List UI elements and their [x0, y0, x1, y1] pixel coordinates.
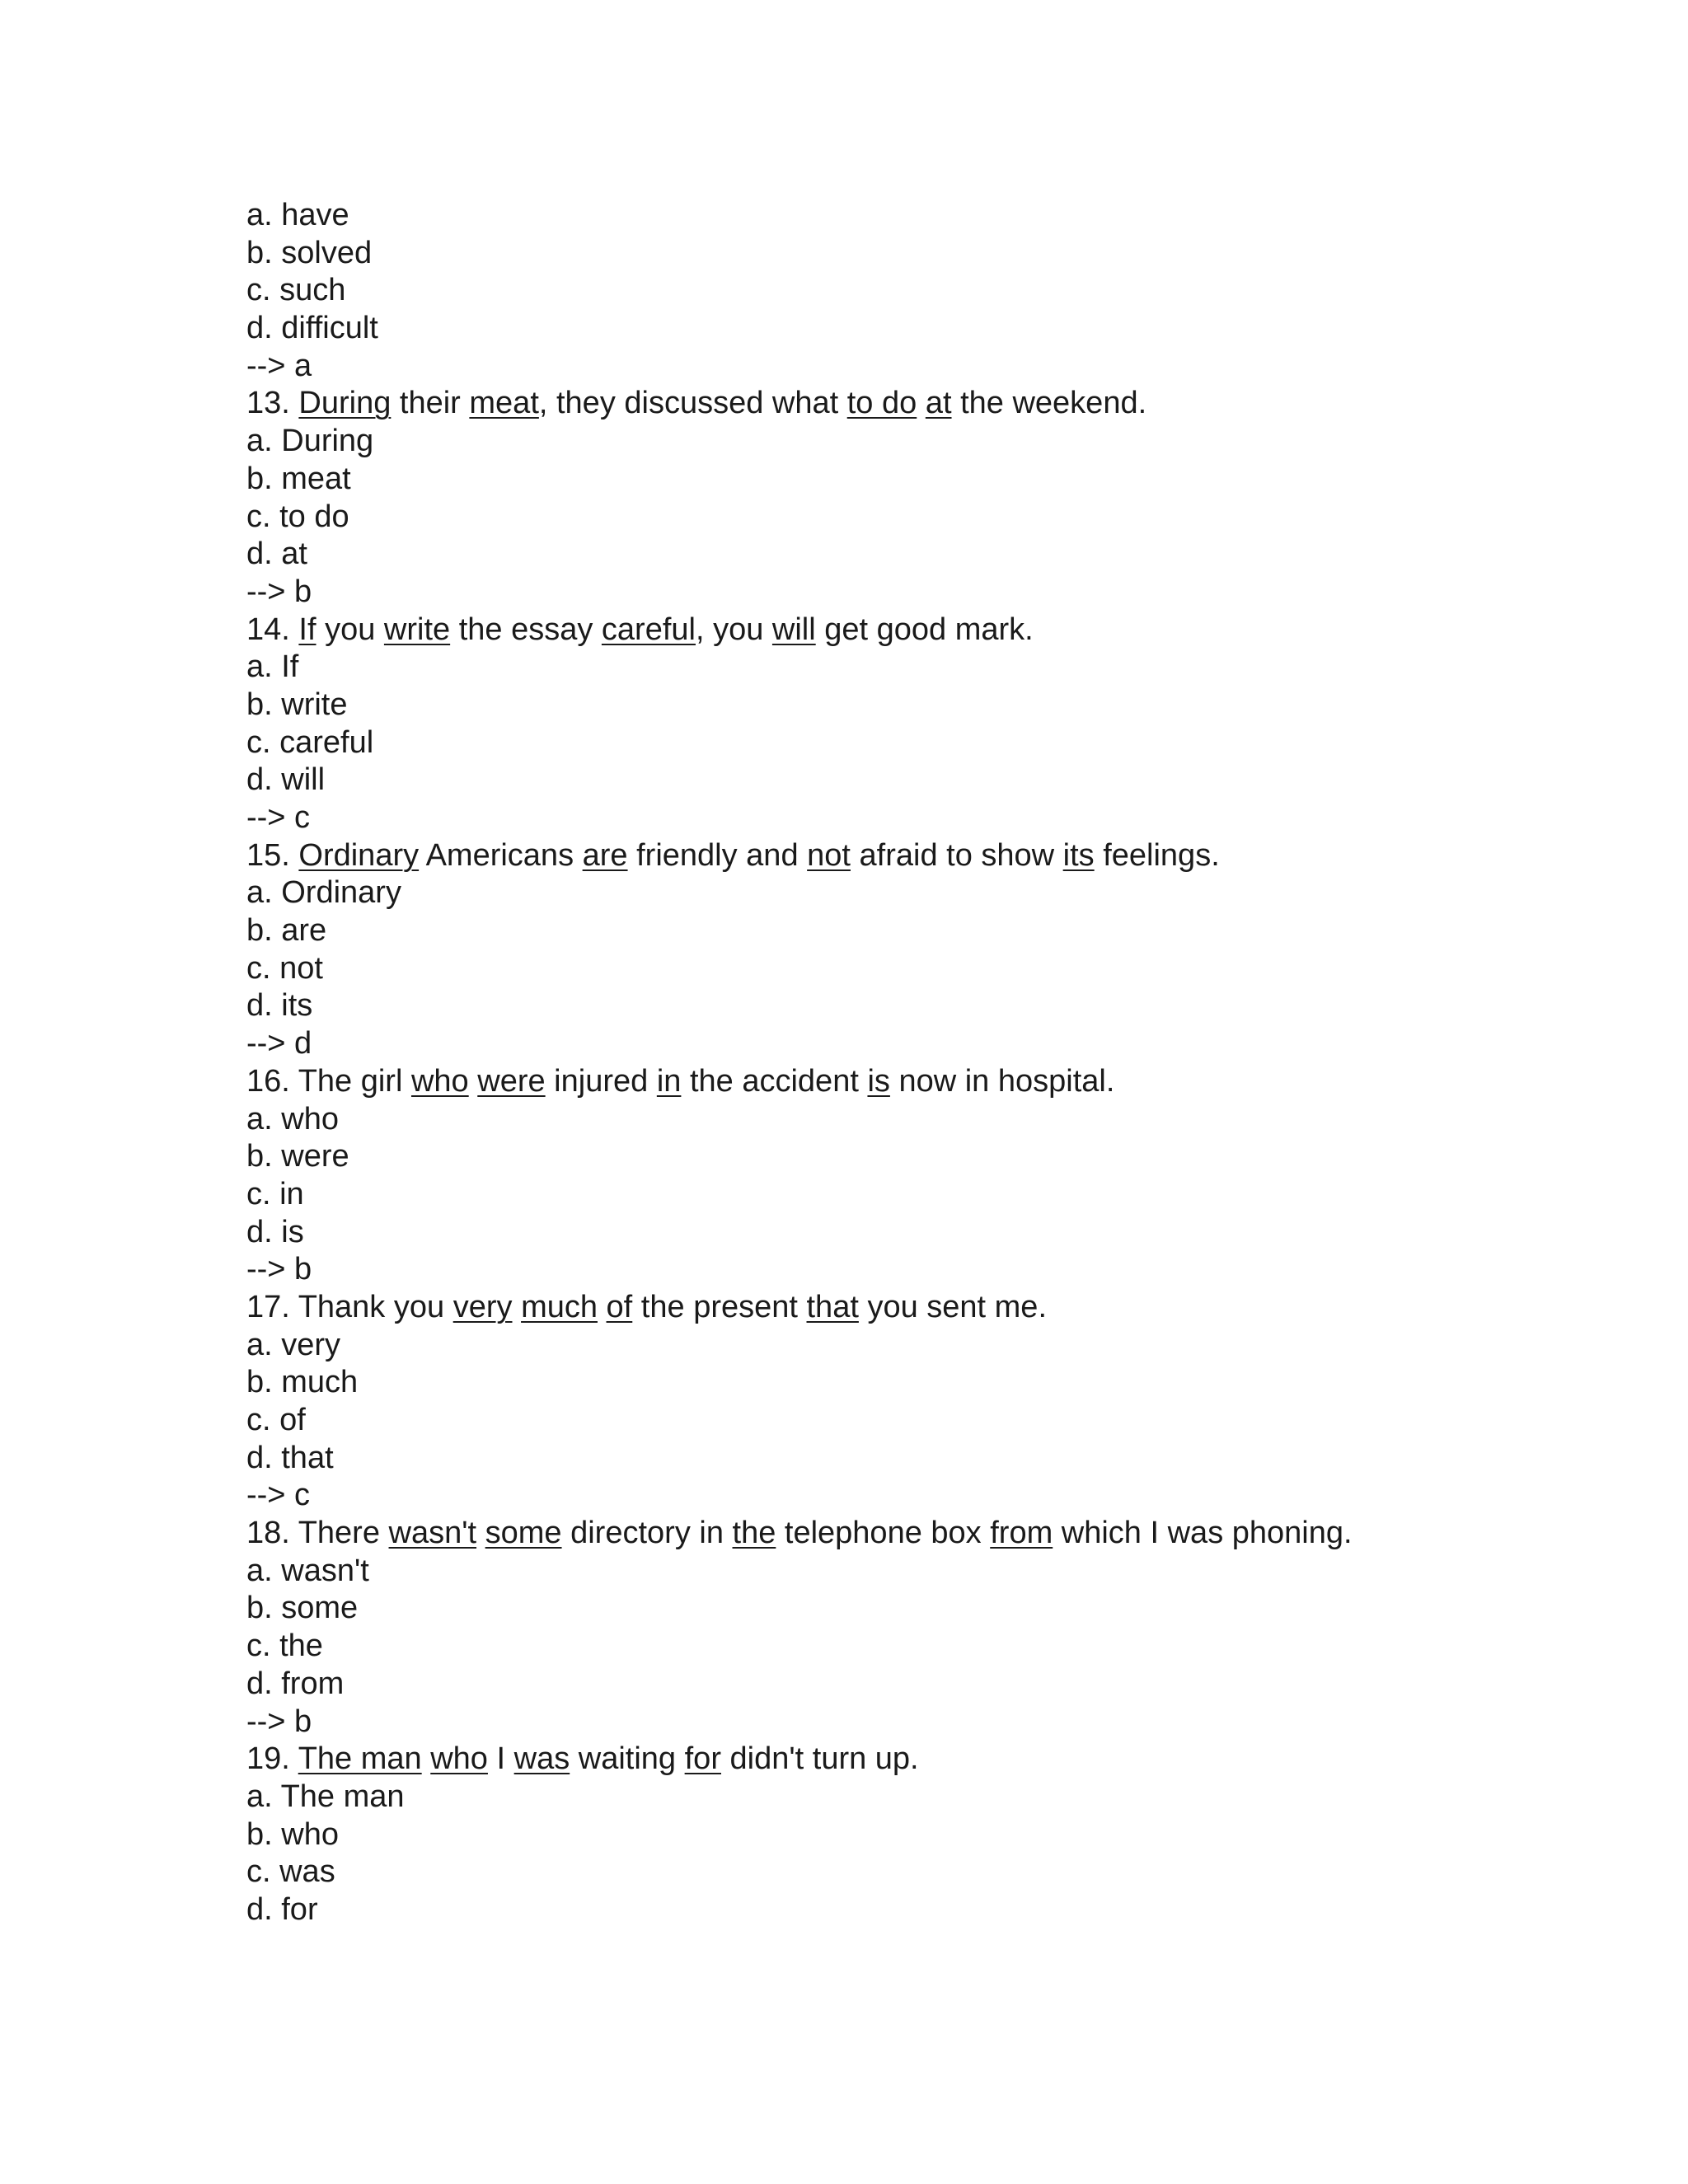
text-line: [246, 724, 1648, 762]
text-line: [246, 310, 1648, 348]
text-line: [246, 1741, 1648, 1779]
text-run: [476, 1516, 485, 1550]
text-run: now in hospital.: [889, 1063, 1115, 1099]
text-line: [246, 612, 1648, 649]
text-run: get good mark.: [815, 612, 1034, 647]
text-run: b. who: [246, 1816, 339, 1852]
underlined-word: will: [771, 612, 816, 647]
text-run: b. much: [246, 1365, 359, 1400]
underlined-word: who: [410, 1063, 469, 1099]
text-line: [246, 348, 1648, 386]
text-line: [246, 1553, 1648, 1591]
text-line: [246, 874, 1648, 912]
text-line: [246, 950, 1648, 988]
text-run: the accident: [681, 1063, 868, 1099]
text-line: [246, 1327, 1648, 1365]
text-line: [246, 574, 1648, 612]
underlined-word: in: [656, 1063, 682, 1099]
text-line: [246, 1364, 1648, 1402]
text-line: [246, 1704, 1648, 1741]
text-run: 16. The girl: [246, 1063, 411, 1099]
text-run: c. of: [246, 1403, 306, 1437]
text-line: [246, 423, 1648, 461]
text-run: a. wasn't: [246, 1553, 369, 1588]
text-line: [246, 1628, 1648, 1666]
text-run: d. will: [246, 762, 326, 798]
text-line: [246, 1402, 1648, 1440]
underlined-word: of: [606, 1289, 633, 1324]
underlined-word: who: [430, 1741, 488, 1777]
text-line: [246, 762, 1648, 799]
text-line: [246, 1214, 1648, 1252]
text-line: [246, 1101, 1648, 1139]
underlined-word: meat: [469, 386, 539, 421]
text-run: c. was: [246, 1854, 335, 1890]
text-run: the present: [632, 1289, 807, 1324]
text-run: [598, 1290, 607, 1324]
underlined-word: are: [582, 837, 628, 873]
underlined-word: that: [806, 1289, 859, 1324]
text-run: c. such: [246, 273, 346, 308]
text-line: [246, 1816, 1648, 1854]
text-run: you: [316, 612, 384, 647]
text-run: c. careful: [246, 724, 374, 760]
underlined-word: is: [867, 1063, 890, 1099]
text-line: [246, 1025, 1648, 1063]
text-line: [246, 1891, 1648, 1929]
underlined-word: not: [807, 837, 851, 873]
text-run: --> b: [246, 1704, 312, 1739]
text-run: a. If: [246, 649, 299, 685]
text-run: afraid to show: [850, 837, 1063, 873]
text-run: --> a: [246, 348, 312, 383]
text-line: [246, 1779, 1648, 1816]
text-line: [246, 385, 1648, 423]
text-run: c. in: [246, 1176, 304, 1212]
underlined-word: wasn't: [388, 1516, 477, 1551]
text-run: --> b: [246, 574, 312, 609]
text-run: injured: [545, 1063, 657, 1099]
text-line: [246, 1666, 1648, 1704]
text-run: a. have: [246, 198, 349, 232]
text-line: [246, 461, 1648, 499]
underlined-word: at: [925, 386, 952, 421]
text-run: c. to do: [246, 499, 349, 534]
text-run: d. from: [246, 1666, 345, 1701]
underlined-word: for: [684, 1741, 721, 1777]
text-line: [246, 499, 1648, 537]
text-run: waiting: [570, 1741, 685, 1777]
text-run: which I was phoning.: [1053, 1516, 1353, 1551]
underlined-word: was: [513, 1741, 570, 1777]
text-run: b. are: [246, 913, 327, 949]
text-run: 17. Thank you: [246, 1289, 453, 1324]
underlined-word: write: [383, 612, 451, 647]
underlined-word: During: [298, 386, 392, 421]
text-run: d. for: [246, 1891, 318, 1927]
underlined-word: from: [990, 1516, 1053, 1551]
text-line: [246, 1854, 1648, 1891]
text-run: 13.: [246, 386, 299, 421]
text-run: d. at: [246, 537, 307, 572]
text-run: a. Ordinary: [246, 875, 401, 911]
text-run: , they discussed what: [538, 386, 847, 421]
text-line: [246, 1590, 1648, 1628]
text-line: [246, 197, 1648, 235]
text-run: [469, 1064, 478, 1099]
text-run: telephone box: [776, 1516, 991, 1551]
text-run: c. the: [246, 1629, 323, 1664]
text-run: 18. There: [246, 1516, 389, 1551]
text-line: [246, 912, 1648, 950]
text-run: --> b: [246, 1252, 312, 1287]
text-run: b. write: [246, 687, 348, 722]
text-run: --> c: [246, 1478, 311, 1513]
underlined-word: The man: [298, 1741, 422, 1777]
text-run: I: [487, 1741, 514, 1777]
text-run: 15.: [246, 837, 299, 873]
text-line: [246, 1176, 1648, 1214]
text-run: their: [391, 386, 470, 421]
text-run: b. some: [246, 1591, 359, 1626]
text-run: [917, 386, 926, 420]
text-run: the weekend.: [951, 386, 1147, 421]
underlined-word: careful: [601, 612, 696, 647]
text-line: [246, 837, 1648, 875]
text-run: 19.: [246, 1741, 298, 1777]
text-run: feelings.: [1094, 837, 1220, 873]
underlined-word: much: [521, 1289, 598, 1324]
text-run: a. who: [246, 1101, 339, 1137]
text-run: , you: [695, 612, 772, 647]
text-run: d. difficult: [246, 311, 378, 346]
text-line: [246, 536, 1648, 574]
text-run: --> d: [246, 1026, 312, 1062]
text-line: [246, 687, 1648, 724]
underlined-word: the: [732, 1516, 776, 1551]
text-line: [246, 987, 1648, 1025]
text-run: b. meat: [246, 461, 351, 496]
text-run: d. is: [246, 1214, 304, 1249]
text-run: [513, 1290, 522, 1324]
text-run: b. solved: [246, 235, 373, 270]
text-line: [246, 649, 1648, 687]
text-run: [422, 1741, 431, 1776]
text-run: a. During: [246, 424, 374, 459]
text-line: [246, 1515, 1648, 1553]
text-line: [246, 235, 1648, 273]
text-run: friendly and: [627, 837, 808, 873]
text-run: d. its: [246, 988, 313, 1024]
text-run: a. very: [246, 1327, 341, 1362]
text-run: --> c: [246, 800, 311, 835]
text-run: b. were: [246, 1139, 349, 1174]
text-line: [246, 1289, 1648, 1327]
underlined-word: very: [452, 1289, 513, 1324]
text-run: didn't turn up.: [720, 1741, 919, 1777]
text-run: you sent me.: [858, 1289, 1048, 1324]
document-body: [246, 197, 1648, 1929]
text-run: directory in: [561, 1516, 733, 1551]
underlined-word: were: [477, 1063, 546, 1099]
text-line: [246, 1063, 1648, 1101]
underlined-word: If: [298, 612, 316, 647]
text-line: [246, 272, 1648, 310]
underlined-word: to do: [846, 386, 917, 421]
text-line: [246, 1251, 1648, 1289]
text-run: Americans: [419, 837, 583, 873]
text-run: the essay: [450, 612, 602, 647]
text-run: 14.: [246, 612, 299, 647]
underlined-word: its: [1062, 837, 1095, 873]
text-line: [246, 1440, 1648, 1478]
text-line: [246, 799, 1648, 837]
underlined-word: some: [485, 1516, 562, 1551]
text-run: d. that: [246, 1440, 334, 1475]
text-line: [246, 1138, 1648, 1176]
text-run: a. The man: [246, 1779, 405, 1814]
text-line: [246, 1477, 1648, 1515]
underlined-word: Ordinary: [298, 837, 420, 873]
text-run: c. not: [246, 950, 323, 986]
